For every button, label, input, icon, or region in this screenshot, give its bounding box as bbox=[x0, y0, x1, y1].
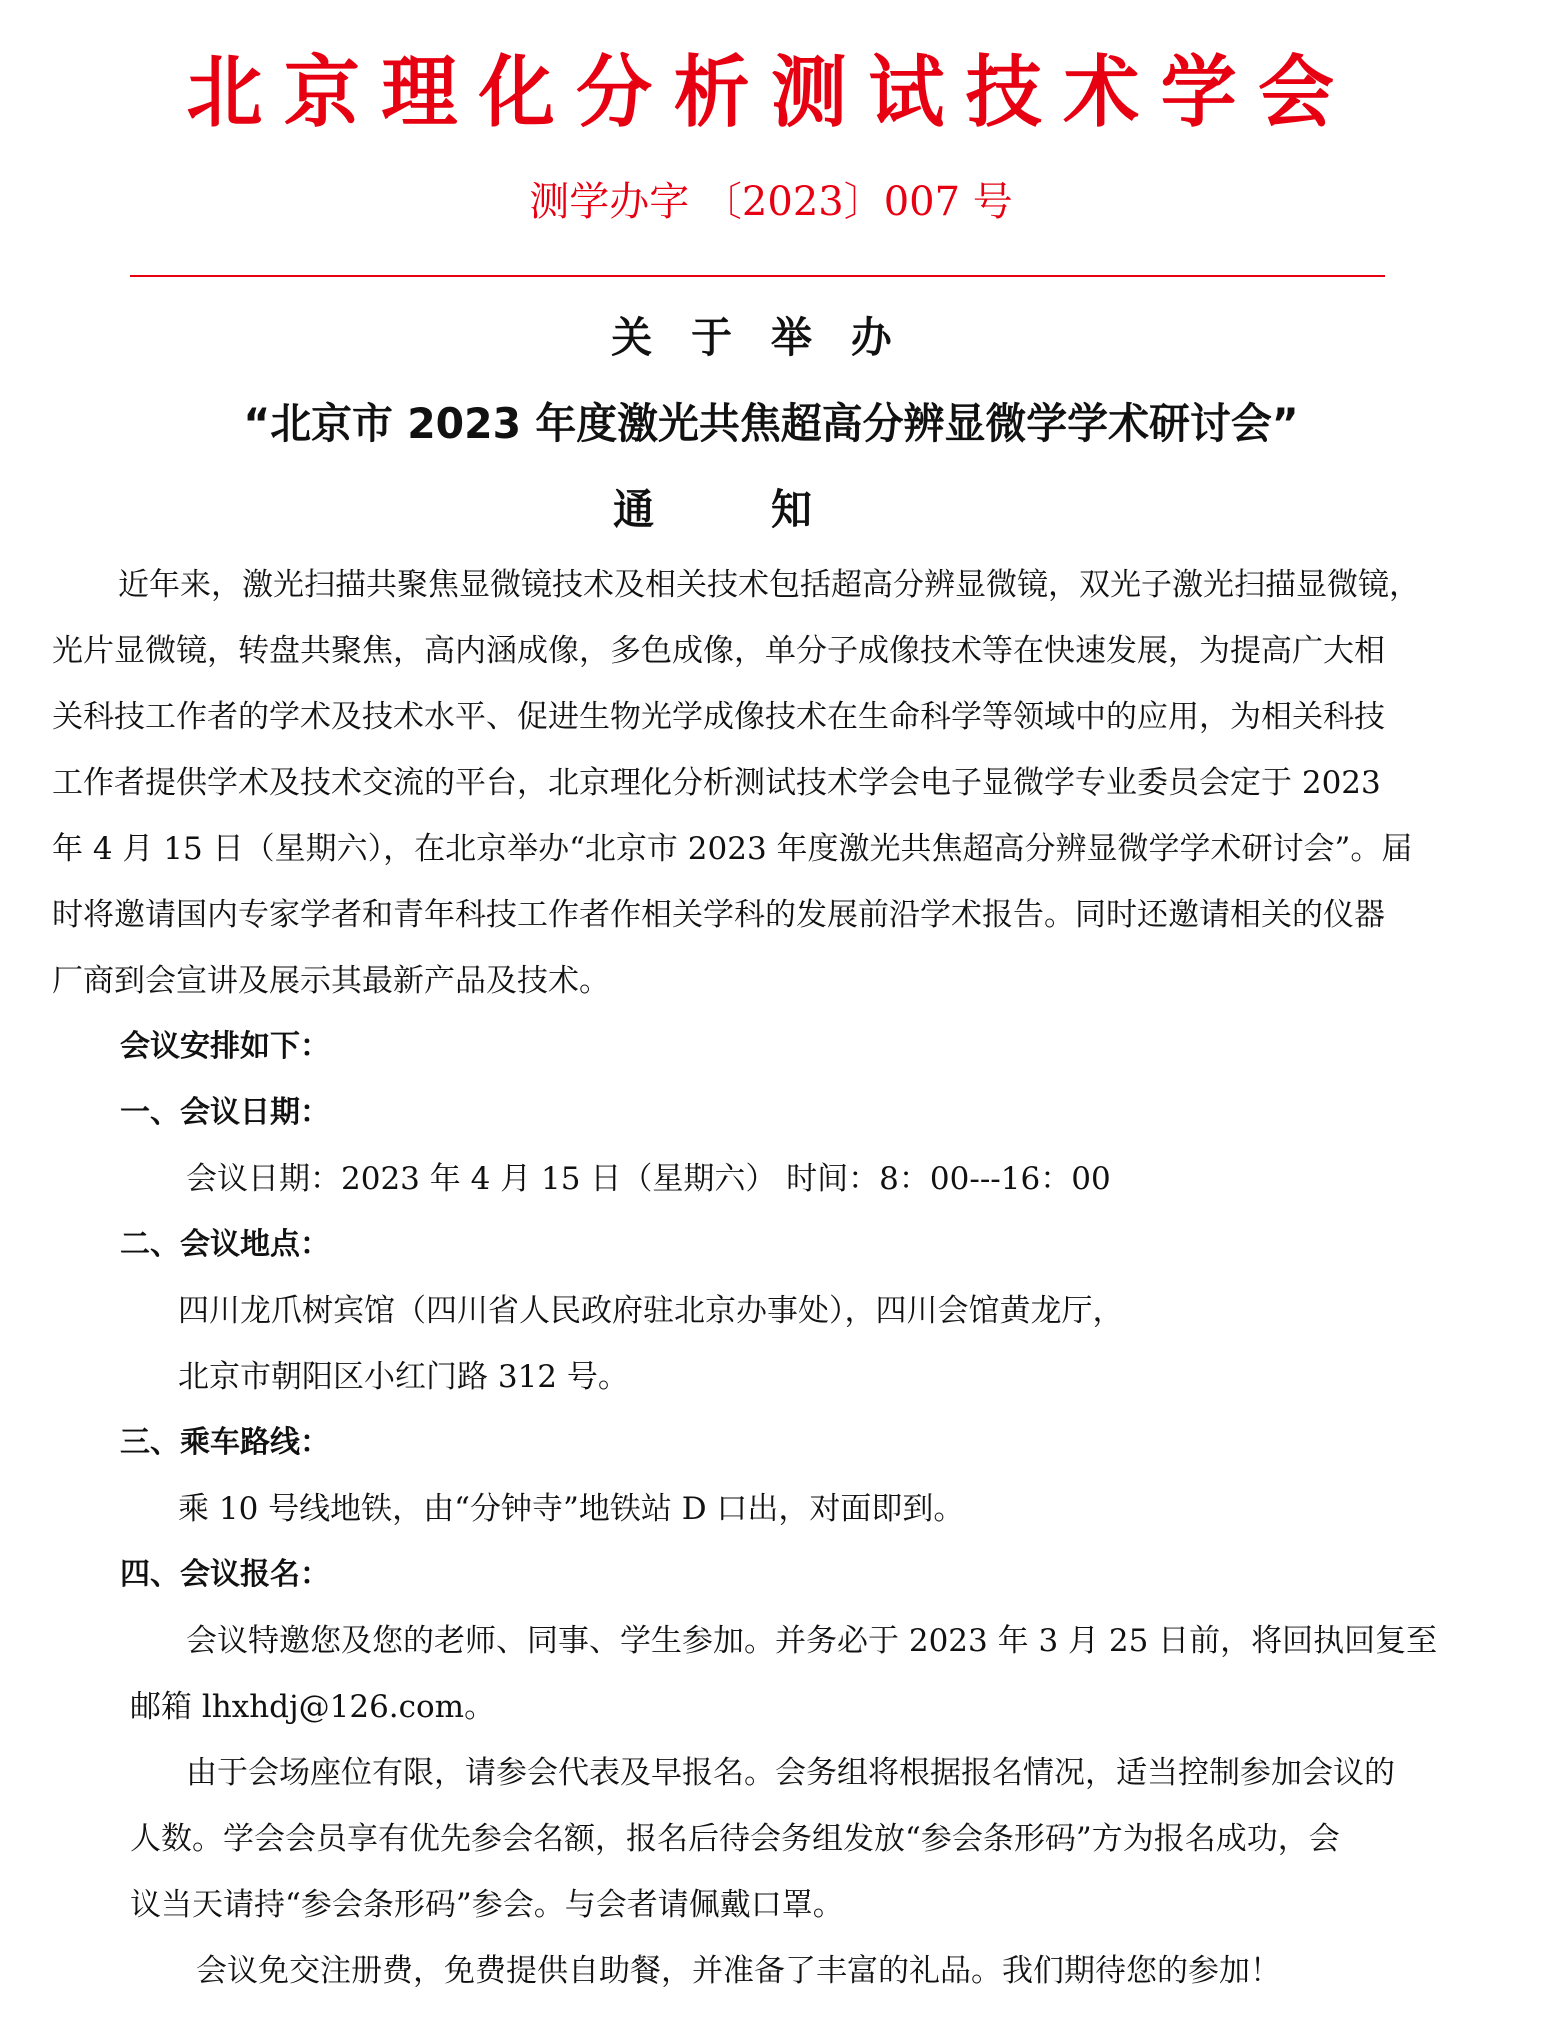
registration-email-line: 邮箱 lhxhdj@126.com。 bbox=[130, 1689, 496, 1725]
arrangement-heading: 会议安排如下： bbox=[120, 1029, 330, 1064]
intro-line: 工作者提供学术及技术交流的平台，北京理化分析测试技术学会电子显微学专业委员会定于 2023 bbox=[52, 765, 1381, 801]
section-venue-line-1: 四川龙爪树宾馆（四川省人民政府驻北京办事处），四川会馆黄龙厅， bbox=[178, 1293, 1124, 1329]
section-route-line: 乘 10 号线地铁，由“分钟寺”地铁站 D 口出，对面即到。 bbox=[178, 1491, 965, 1527]
registration-line: 由于会场座位有限，请参会代表及早报名。会务组将根据报名情况，适当控制参加会议的 bbox=[186, 1755, 1395, 1791]
red-divider bbox=[130, 275, 1385, 277]
intro-line: 光片显微镜，转盘共聚焦，高内涵成像，多色成像，单分子成像技术等在快速发展，为提高广大相 bbox=[52, 633, 1385, 669]
section-route-heading: 三、乘车路线： bbox=[120, 1425, 330, 1460]
title-line-3: 通知 bbox=[613, 485, 929, 534]
title-line-1: 关于举办 bbox=[611, 313, 931, 362]
intro-line: 近年来，激光扫描共聚焦显微镜技术及相关技术包括超高分辨显微镜，双光子激光扫描显微镜， bbox=[118, 567, 1420, 603]
intro-line: 关科技工作者的学术及技术水平、促进生物光学成像技术在生命科学等领域中的应用，为相关科技 bbox=[52, 699, 1385, 735]
org-name-header: 北京理化分析测试技术学会 bbox=[186, 48, 1356, 138]
registration-line: 会议特邀您及您的老师、同事、学生参加。并务必于 2023 年 3 月 25 日前，将回执回复至 bbox=[186, 1623, 1438, 1659]
document-number: 测学办字 〔2023〕007 号 bbox=[529, 179, 1013, 225]
intro-line: 时将邀请国内专家学者和青年科技工作者作相关学科的发展前沿学术报告。同时还邀请相关的仪器 bbox=[52, 897, 1385, 933]
intro-line: 厂商到会宣讲及展示其最新产品及技术。 bbox=[52, 963, 610, 999]
intro-line: 年 4 月 15 日（星期六），在北京举办“北京市 2023 年度激光共焦超高分辨显微学学术研讨会”。届 bbox=[52, 831, 1413, 867]
registration-line: 人数。学会会员享有优先参会名额，报名后待会务组发放“参会条形码”方为报名成功，会 bbox=[130, 1821, 1340, 1857]
section-venue-line-2: 北京市朝阳区小红门路 312 号。 bbox=[178, 1359, 629, 1395]
section-date-line: 会议日期：2023 年 4 月 15 日（星期六） 时间：8：00---16：00 bbox=[186, 1161, 1111, 1197]
registration-closing-line: 会议免交注册费，免费提供自助餐，并准备了丰富的礼品。我们期待您的参加！ bbox=[196, 1953, 1281, 1989]
registration-line: 议当天请持“参会条形码”参会。与会者请佩戴口罩。 bbox=[130, 1887, 844, 1923]
section-registration-heading: 四、会议报名： bbox=[120, 1557, 330, 1592]
section-venue-heading: 二、会议地点： bbox=[120, 1227, 330, 1262]
title-line-2: “北京市 2023 年度激光共焦超高分辨显微学学术研讨会” bbox=[243, 399, 1299, 448]
section-date-heading: 一、会议日期： bbox=[120, 1095, 330, 1130]
